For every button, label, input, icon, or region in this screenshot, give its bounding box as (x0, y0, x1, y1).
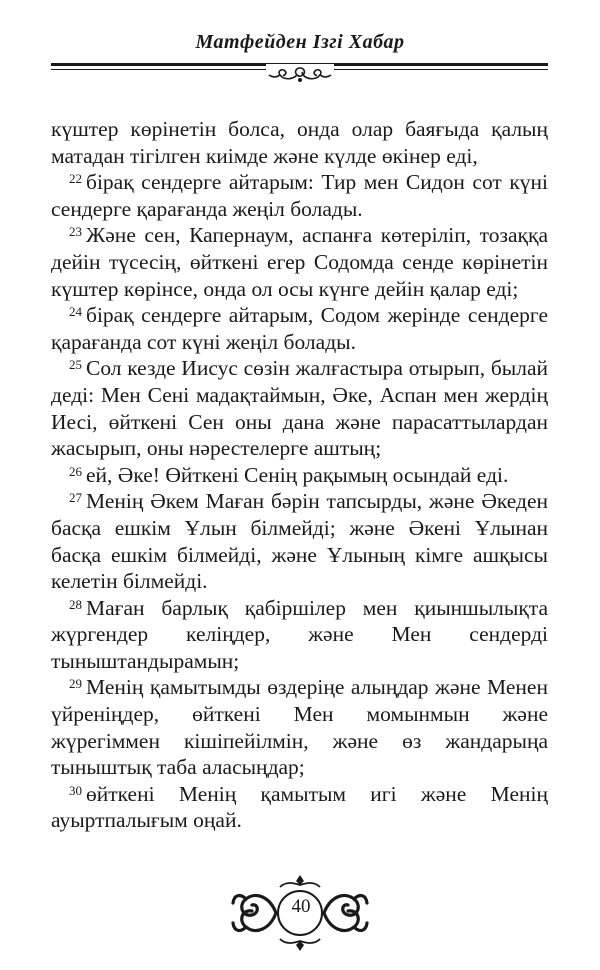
verse-29: $^{29}$ Менің қамытымды өздеріңе алыңдар және Менен үйреніңдер, өйткені Мен момынмын және жүрегіммен кішіпейілмін, және өз жандарыңа тыныштық таба аласыңдар; (51, 675, 548, 780)
verse-number: 29 (69, 676, 82, 692)
verse-continuation: күштер көрінетін болса, онда олар баяғыда қалың матадан тігілген киімде және күлде өкінер еді, (51, 117, 548, 168)
verse-27: $^{27}$ Менің Әкем Маған бәрін тапсырды, және Әкеден басқа ешкім Ұлын білмейді; және Әкені Ұлынан басқа ешкім білмейді, және Ұлының кімге ашқысы келетін білмейді. (51, 489, 548, 594)
verse-number: 27 (69, 490, 82, 506)
verse-25: $^{25}$ Сол кезде Иисус сөзін жалғастыра отырып, былай деді: Мен Сені мадақтаймын, Әке, Аспан мен жердің Иесі, өйткені Сен оны дана және парасаттылардан жасырып, оны нәрестелерге аштың; (51, 356, 548, 461)
verse-number: 26 (69, 463, 82, 479)
verse-24: $^{24}$ бірақ сендерге айтарым, Содом жерінде сендерге қарағанда сот күні жеңіл болады. (51, 303, 548, 354)
verse-22: $^{22}$ бірақ сендерге айтарым: Тир мен Сидон сот күні сендерге қарағанда жеңіл болады. (51, 170, 548, 221)
verse-number: 28 (69, 596, 82, 612)
verse-23: $^{23}$ Және сен, Капернаум, аспанға көтеріліп, тозаққа дейін түсесің, өйткені егер Содомда сенде көрінетін күштер көрінсе, онда ол осы күнге дейін қалар еді; (51, 223, 548, 301)
running-header-title: Матфейден Ізгі Хабар (195, 31, 405, 53)
verse-26: $^{26}$ ей, Әке! Өйткені Сенің рақымың осындай еді. (69, 462, 509, 487)
verse-number: 23 (69, 224, 82, 240)
verse-number: 30 (69, 782, 82, 798)
verse-28: $^{28}$ Маған барлық қабіршілер мен қиыншылықта жүргендер келіңдер, және Мен сендерді тыныштандырамын; (51, 595, 548, 673)
verse-30: $^{30}$ өйткені Менің қамытым игі және Менің ауыртпалығым оңай. (51, 781, 548, 833)
header-ornament-icon (266, 64, 334, 86)
scripture-text (51, 116, 548, 834)
verse-number: 24 (69, 304, 82, 320)
page-number: 40 (291, 896, 311, 917)
verse-number: 22 (69, 171, 82, 187)
verse-number: 25 (69, 357, 82, 373)
